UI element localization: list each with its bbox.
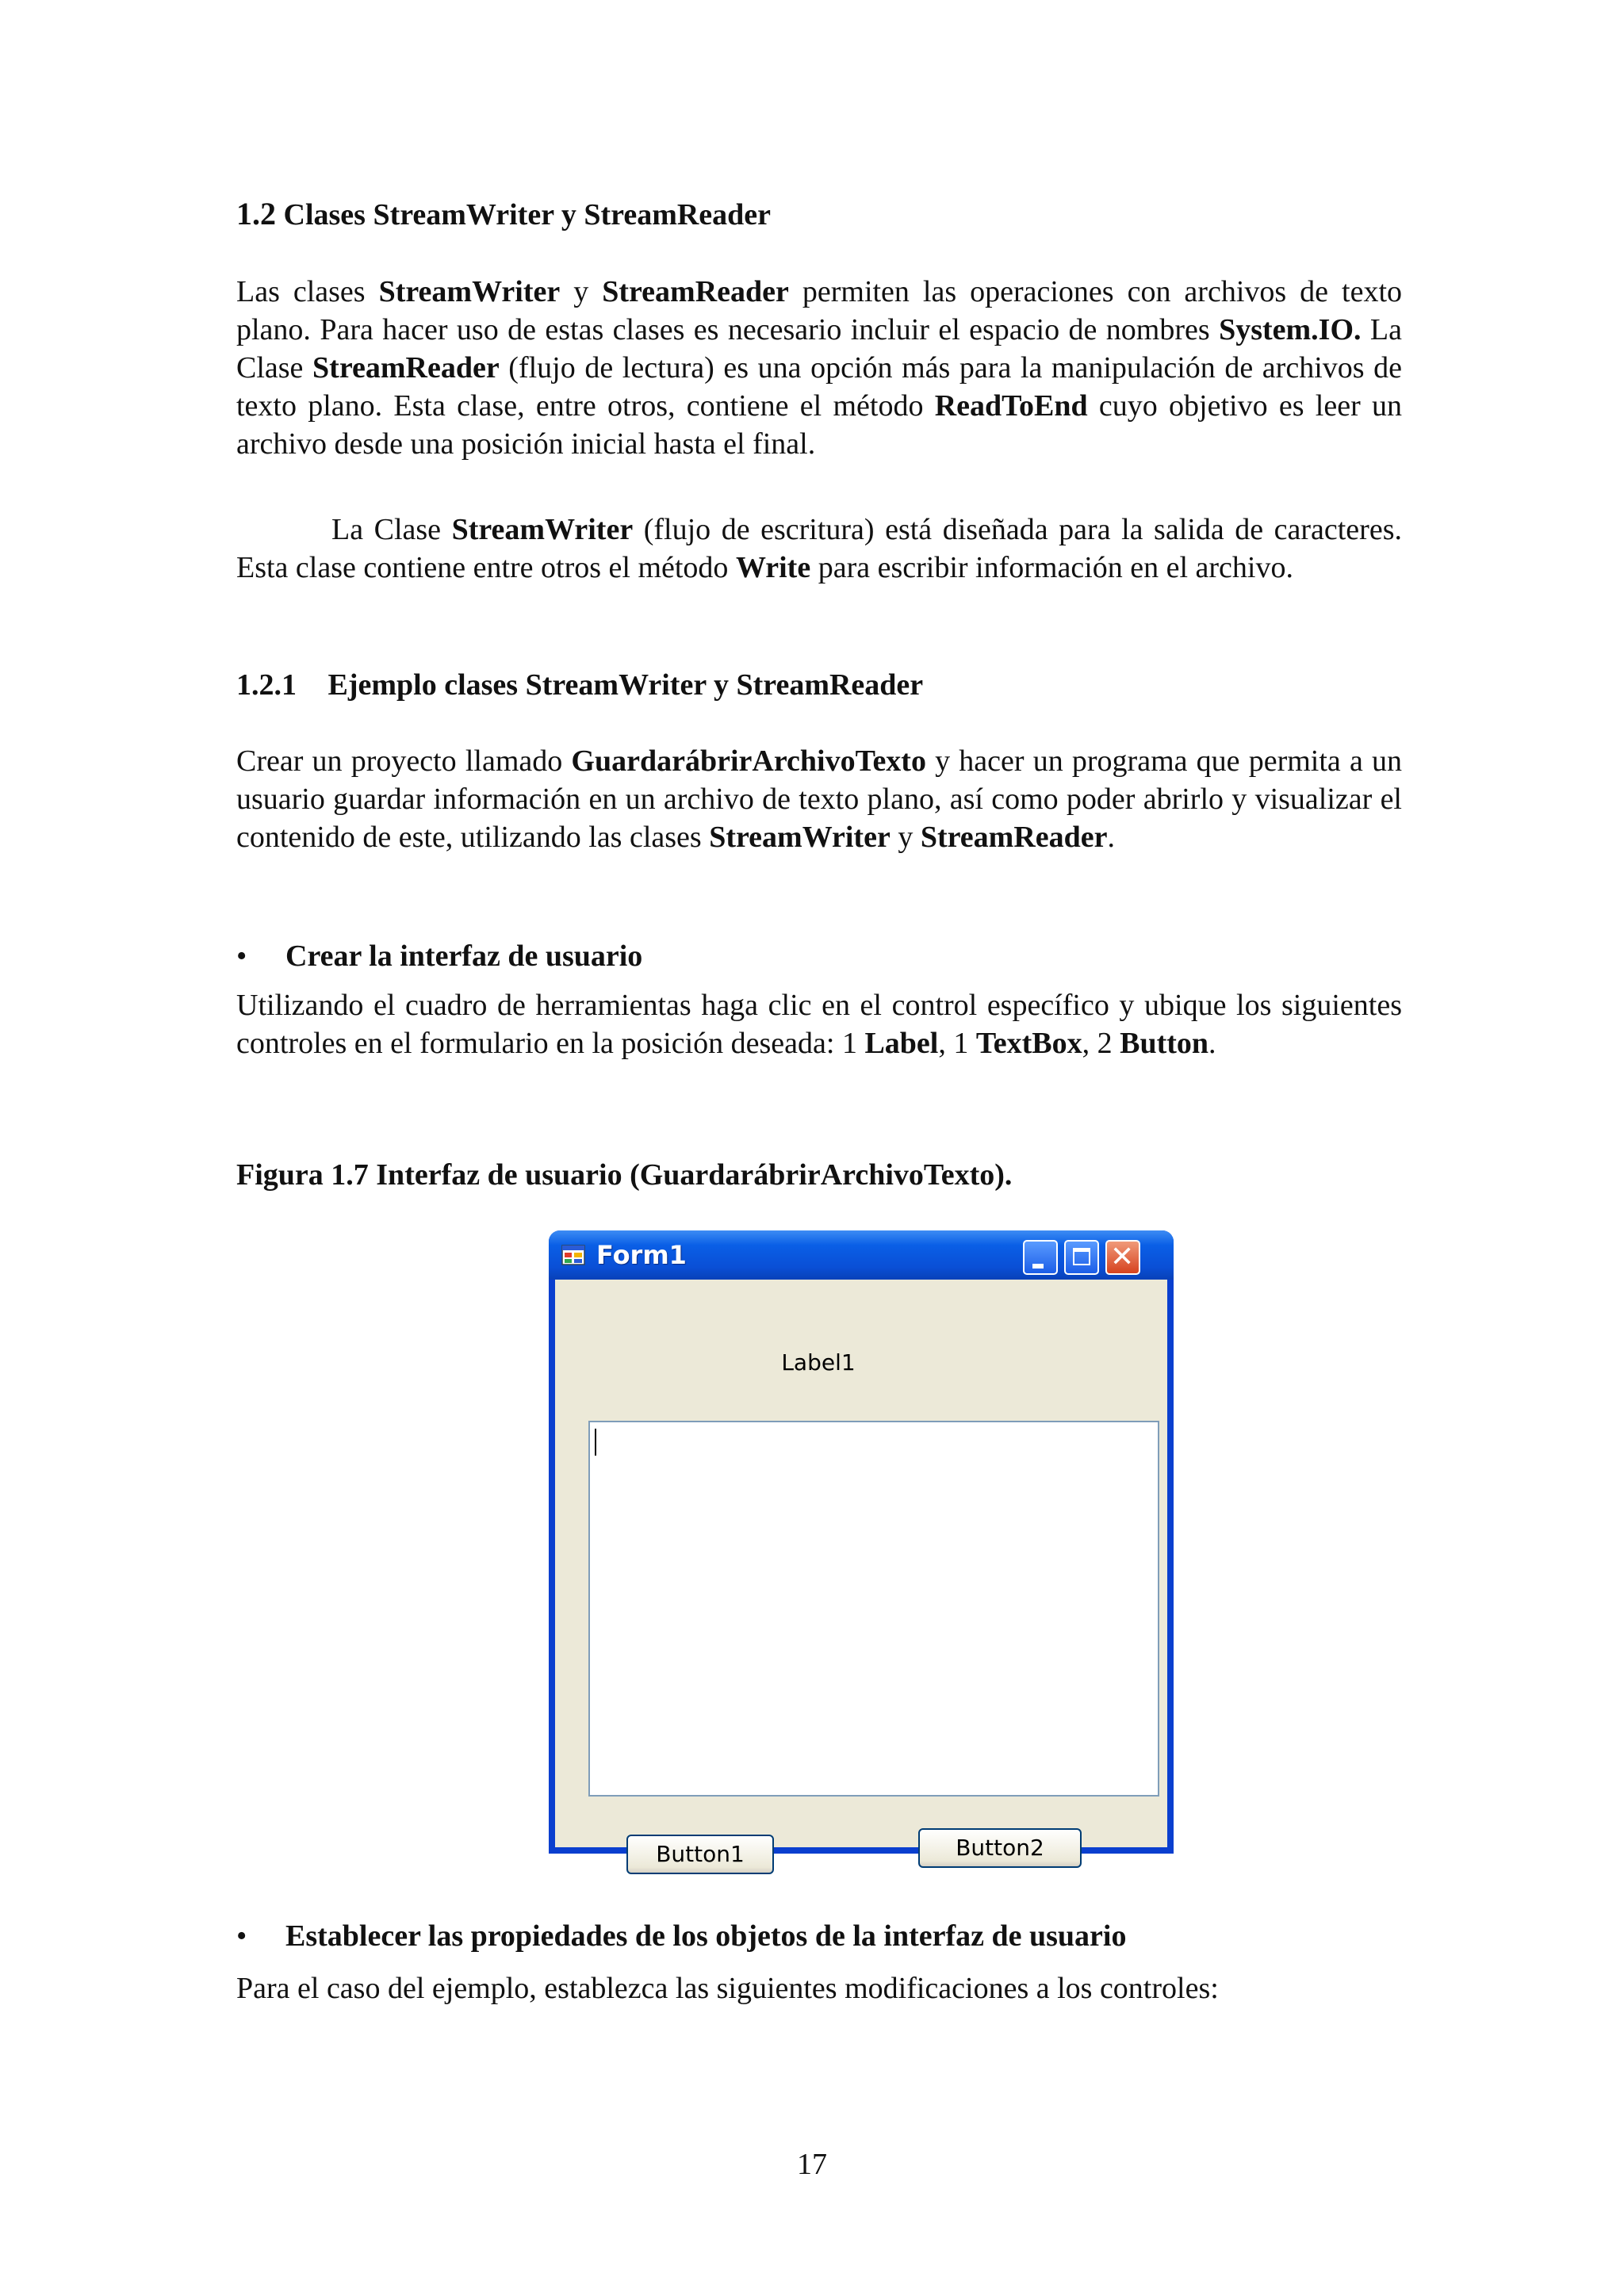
button1[interactable]: Button1: [626, 1835, 774, 1874]
bullet-text: Crear la interfaz de usuario: [285, 939, 643, 973]
text-run: Crear un proyecto llamado: [236, 744, 572, 778]
multiline-textbox[interactable]: [588, 1421, 1159, 1797]
text-run: La Clase: [331, 513, 452, 546]
bullet-create-interface: [236, 937, 1402, 975]
text-run: (flujo de lectura) es una opción más para la manipulación de archivos de texto plano. Esta clase, entre otros, contiene el método: [236, 351, 1402, 423]
bullet-set-properties: [236, 1917, 1402, 1955]
text-run: , 2: [1082, 1027, 1120, 1060]
close-button[interactable]: [1105, 1240, 1140, 1275]
text-run: para escribir información en el archivo.: [810, 551, 1293, 584]
text-run: y: [890, 821, 921, 854]
maximize-button[interactable]: [1064, 1240, 1099, 1275]
title-bar[interactable]: [549, 1230, 1174, 1280]
text-run: La Clase: [236, 313, 1402, 385]
window-title: Form1: [596, 1240, 687, 1270]
paragraph-intro: [236, 273, 1402, 463]
bold-term: StreamReader: [312, 351, 500, 385]
app-icon: [561, 1243, 585, 1267]
section-number: 1.2: [236, 196, 276, 232]
form-client-area: [555, 1280, 1167, 1867]
bold-term: Write: [735, 551, 811, 584]
label1: [555, 1349, 1167, 1376]
form-window: [549, 1230, 1174, 1867]
close-icon: ✕: [1110, 1241, 1135, 1273]
bold-term: Button: [1120, 1027, 1209, 1060]
section-title: Clases StreamWriter y StreamReader: [283, 198, 772, 232]
text-run: Utilizando el cuadro de herramientas haga clic en el control específico y ubique los siguientes controles en el formulario en la posición deseada: 1: [236, 989, 1402, 1060]
text-run: cuyo objetivo es leer un archivo desde una posición inicial hasta el final.: [236, 389, 1402, 461]
button2[interactable]: Button2: [918, 1828, 1082, 1868]
bold-term: StreamWriter: [378, 275, 561, 308]
label-text: Label1: [781, 1349, 856, 1376]
bold-term: StreamReader: [602, 275, 789, 308]
bullet-symbol: •: [236, 1919, 247, 1953]
bold-term: StreamWriter: [451, 513, 634, 546]
text-run: .: [1107, 821, 1115, 854]
text-run: permiten las operaciones con archivos de texto plano. Para hacer uso de estas clases es necesario incluir el espacio de nombres: [236, 275, 1402, 346]
section-heading: [236, 195, 1402, 234]
bold-term: Label: [864, 1027, 939, 1060]
subsection-number: 1.2.1: [236, 668, 297, 702]
paragraph-streamwriter: [236, 511, 1402, 587]
subsection-title: Ejemplo clases StreamWriter y StreamReader: [327, 668, 924, 702]
paragraph-modifications: Para el caso del ejemplo, establezca las siguientes modificaciones a los controles:: [236, 1972, 1219, 2005]
bold-term: GuardarábrirArchivoTexto: [571, 744, 926, 778]
bold-term: ReadToEnd: [934, 389, 1088, 423]
text-run: , 1: [938, 1027, 976, 1060]
minimize-button[interactable]: [1023, 1240, 1058, 1275]
text-run: Las clases: [236, 275, 379, 308]
minimize-icon: [1032, 1264, 1044, 1269]
text-run: y hacer un programa que permita a un usuario guardar información en un archivo de texto plano, así como poder abrirlo y visualizar el contenido de este, utilizando las clases: [236, 744, 1402, 854]
bold-term: System.IO.: [1219, 313, 1362, 346]
figure-caption: Figura 1.7 Interfaz de usuario (GuardarábrirArchivoTexto).: [236, 1158, 1013, 1192]
text-run: y: [560, 275, 603, 308]
paragraph-example: [236, 742, 1402, 856]
bold-term: StreamWriter: [709, 821, 891, 854]
paragraph-controls: [236, 986, 1402, 1062]
text-run: (flujo de escritura) está diseñada para la salida de caracteres. Esta clase contiene entre otros el método: [236, 513, 1402, 584]
bullet-symbol: •: [236, 939, 247, 973]
page-number: 17: [797, 2148, 827, 2181]
text-caret: [595, 1429, 596, 1456]
maximize-icon: [1073, 1248, 1090, 1265]
bold-term: StreamReader: [920, 821, 1108, 854]
bold-term: TextBox: [975, 1027, 1082, 1060]
bullet-text: Establecer las propiedades de los objetos de la interfaz de usuario: [285, 1919, 1127, 1953]
text-run: .: [1208, 1027, 1216, 1060]
subsection-heading: [236, 666, 1402, 704]
